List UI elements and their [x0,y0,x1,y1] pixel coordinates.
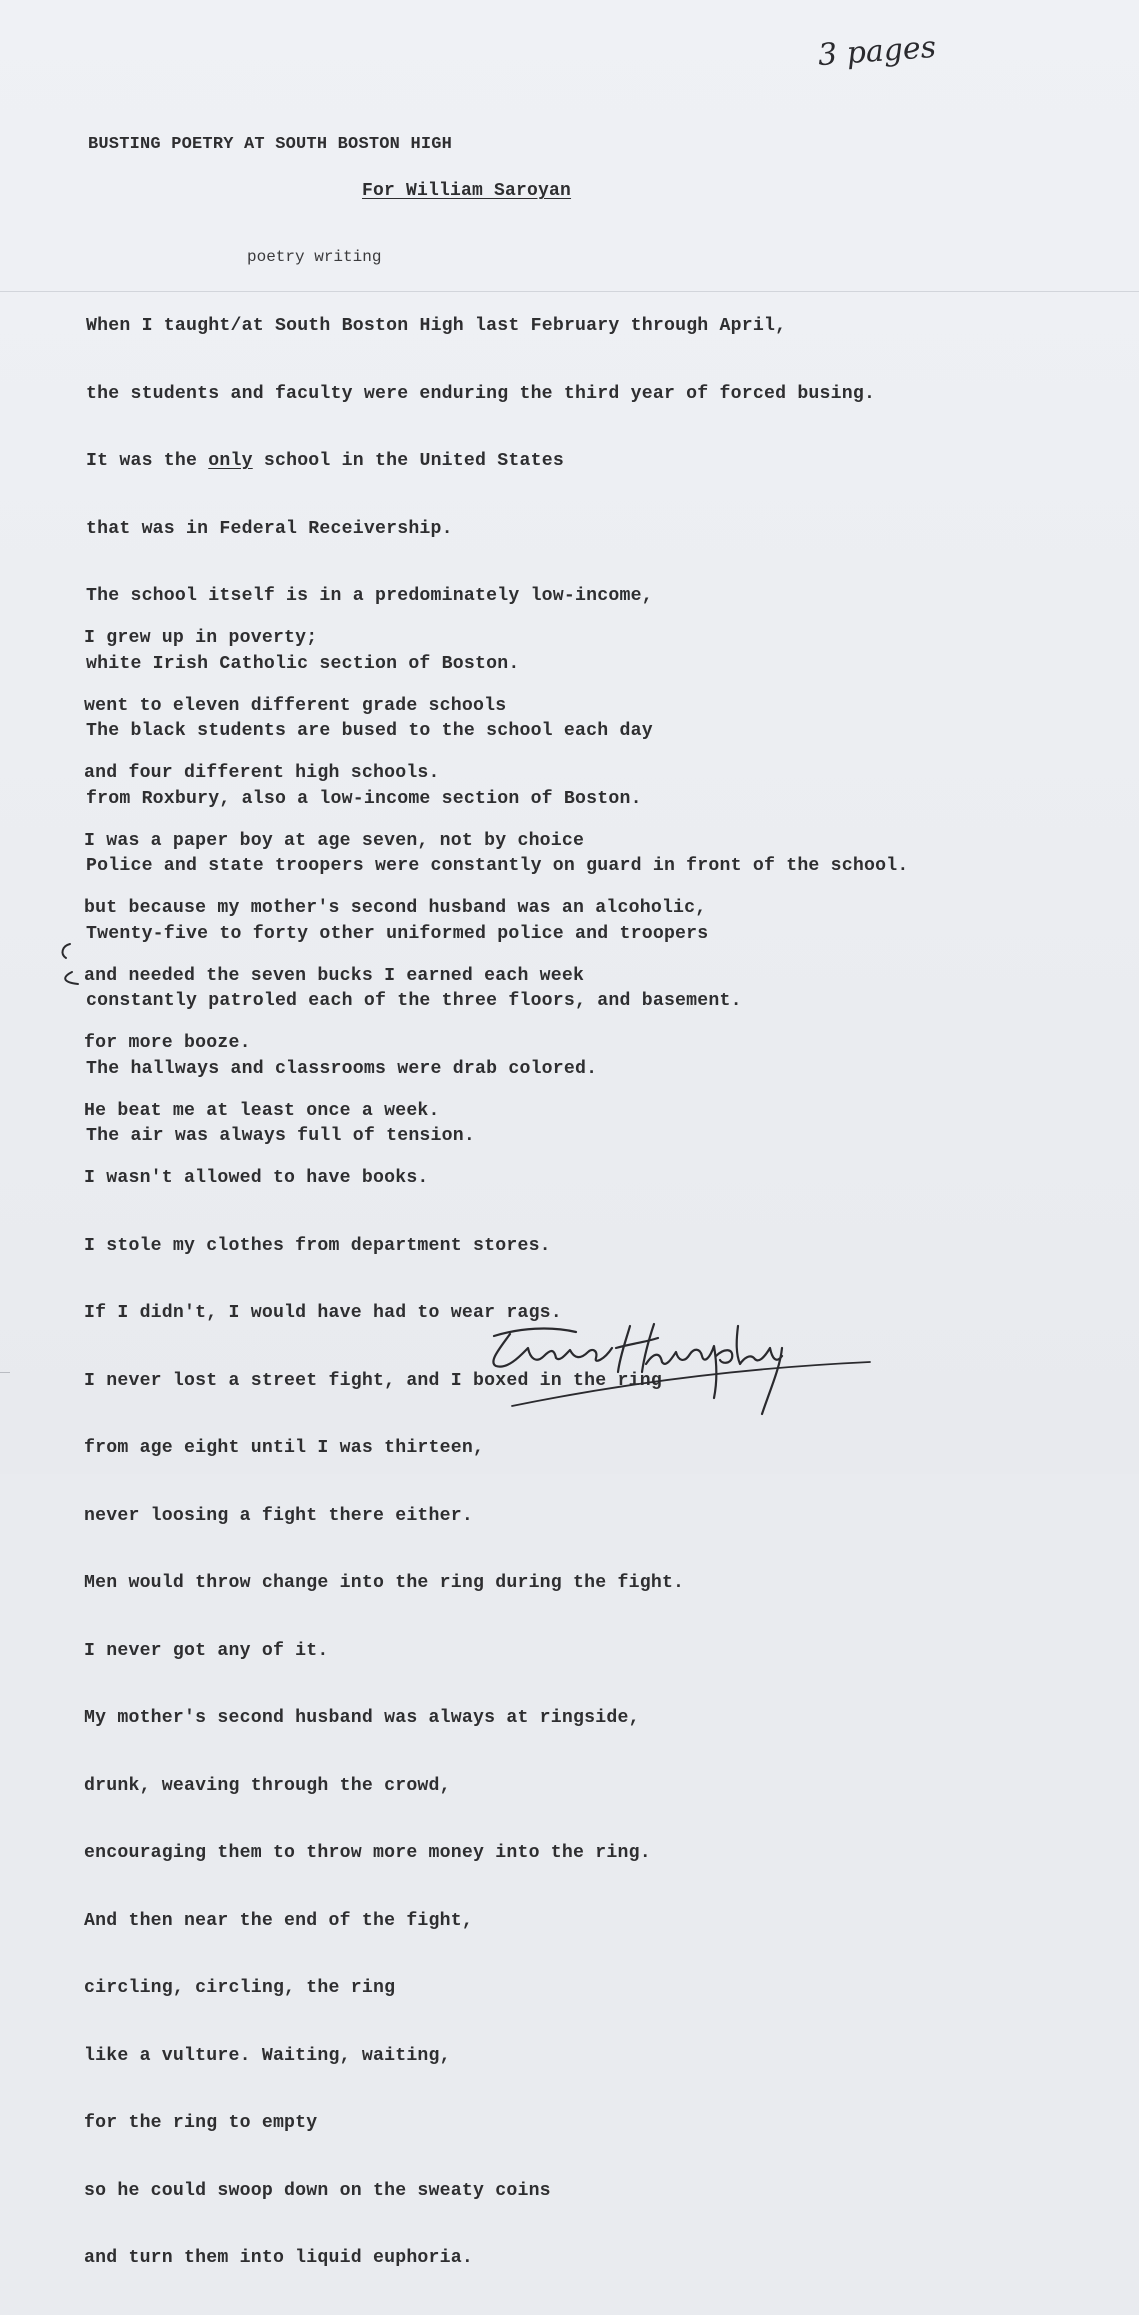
poem-line: the students and faculty were enduring the third year of forced busing. [86,383,876,404]
poem-line: My mother's second husband was always at ringside, [84,1708,640,1728]
poem-line: and turn them into liquid euphoria. [84,2248,473,2268]
poem-line: I stole my clothes from department stores. [84,1235,551,1256]
handwritten-page-count: 3 pages [816,29,938,74]
insertion-note: poetry writing [247,248,382,266]
poem-line: for the ring to empty [84,2113,318,2133]
poem-line [86,315,908,338]
poem-line: I wasn't allowed to have books. [84,1168,429,1188]
poem-line: I grew up in poverty; [84,628,318,648]
poem-line: constantly patroled each of the three floors, and basement. [86,991,742,1011]
poem-line: The hallways and classrooms were drab colored. [86,1058,598,1079]
poem-line: I never lost a street fight, and I boxed in the ring [84,1370,662,1391]
poem-title: BUSTING POETRY AT SOUTH BOSTON HIGH [88,135,453,154]
insertion-caret: / [230,316,242,336]
poem-line: for more booze. [84,1033,251,1053]
poem-line: He beat me at least once a week. [84,1100,440,1121]
line-text: When I taught [86,316,231,336]
poem-line: from age eight until I was thirteen, [84,1438,485,1458]
poem-line: so he could swoop down on the sweaty coins [84,2180,551,2201]
poem-line [86,450,908,473]
poem-line: encouraging them to throw more money into the ring. [84,1843,651,1863]
poem-line: from Roxbury, also a low-income section of Boston. [86,788,642,809]
poem-line: The black students are bused to the school each day [86,721,653,741]
poem-line: and four different high schools. [84,763,440,783]
poem-line: went to eleven different grade schools [84,695,507,716]
handwritten-signature [480,1318,880,1418]
poem-line: that was in Federal Receivership. [86,518,453,539]
poem-line: drunk, weaving through the crowd, [84,1775,451,1796]
poem-line: If I didn't, I would have had to wear rags. [84,1303,562,1323]
poem-line: And then near the end of the fight, [84,1910,473,1931]
poem-line: Police and state troopers were constantly on guard in front of the school. [86,856,909,876]
poem-line: and needed the seven bucks I earned each week [84,965,585,986]
poem-line: I was a paper boy at age seven, not by choice [84,830,585,851]
poem-line: Twenty-five to forty other uniformed police and troopers [86,923,709,944]
poem-line: but because my mother's second husband was an alcoholic, [84,898,707,918]
underlined-word: only [208,451,253,471]
poem-line: The air was always full of tension. [86,1126,475,1146]
poem-line: white Irish Catholic section of Boston. [86,653,520,674]
stanza-2 [84,582,706,2315]
line-text: It was the [86,451,209,471]
poem-line: circling, circling, the ring [84,1978,396,1998]
poem-line: like a vulture. Waiting, waiting, [84,2045,451,2066]
line-text: school in the United States [252,451,564,471]
line-text: at South Boston High last February through April, [241,316,787,336]
poem-line: I never got any of it. [84,1640,329,1661]
dedication: For William Saroyan [362,181,572,201]
page-edge-mark [0,1372,10,1373]
poem-line: The school itself is in a predominately low-income, [86,586,653,606]
poem-line: Men would throw change into the ring during the fight. [84,1573,685,1593]
margin-bracket-mark [54,938,84,990]
poem-line: never loosing a fight there either. [84,1505,473,1526]
